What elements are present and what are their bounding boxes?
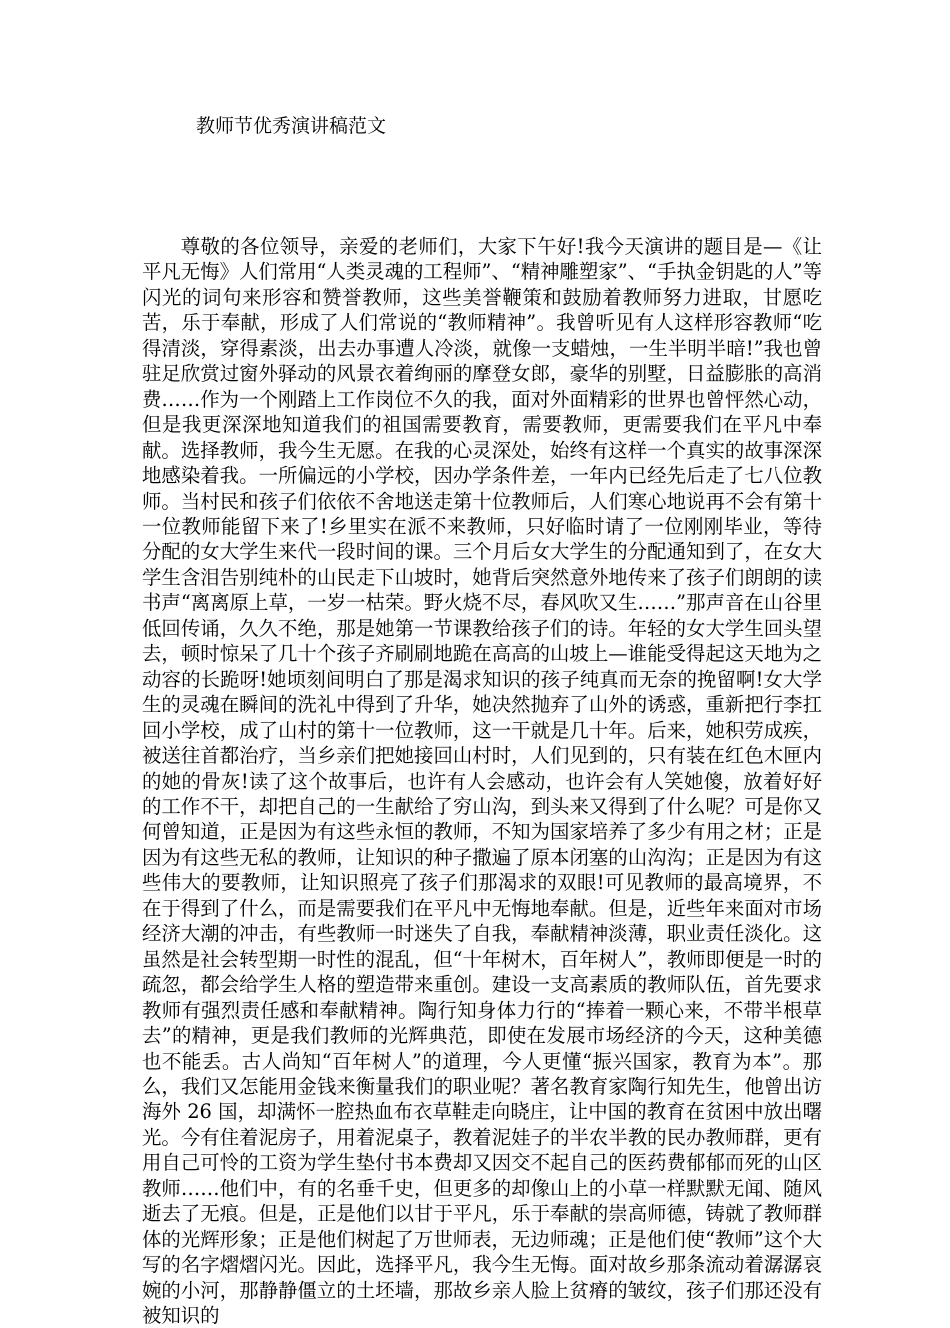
document-title: 教师节优秀演讲稿范文 xyxy=(196,115,387,137)
document-body-paragraph: 尊敬的各位领导，亲爱的老师们，大家下午好!我今天演讲的题目是—《让平凡无悔》人们常用“人类灵魂的工程师”、“精神雕塑家”、“手执金钥匙的人”等闪光的词句来形容和赞誉教师，这些美誉鞭策和鼓励着教师努力进取，甘愿吃苦，乐于奉献，形成了人们常说的“教师精神”。我曾听见有人这样形容教师“吃得清淡，穿得素淡，出去办事遭人冷淡，就像一支蜡烛，一生半明半暗!”我也曾驻足欣赏过窗外驿动的风景衣着绚丽的摩登女郎，豪华的别墅，日益膨胀的高消费……作为一个刚踏上工作岗位不久的我，面对外面精彩的世界也曾怦然心动，但是我更深深地知道我们的祖国需要教育，需要教师，更需要我们在平凡中奉献。选择教师，我今生无愿。在我的心灵深处，始终有这样一个真实的故事深深地感染着我。一所偏远的小学校，因办学条件差，一年内已经先后走了七八位教师。当村民和孩子们依依不舍地送走第十位教师后，人们寒心地说再不会有第十一位教师能留下来了!乡里实在派不来教师，只好临时请了一位刚刚毕业，等待分配的女大学生来代一段时间的课。三个月后女大学生的分配通知到了，在女大学生含泪告别纯朴的山民走下山坡时，她背后突然意外地传来了孩子们朗朗的读书声“离离原上草，一岁一枯荣。野火烧不尽，春风吹又生……”那声音在山谷里低回传诵，久久不绝，那是她第一节课教给孩子们的诗。年轻的女大学生回头望去，顿时惊呆了几十个孩子齐刷刷地跪在高高的山坡上—谁能受得起这天地为之动容的长跪呀!她顷刻间明白了那是渴求知识的孩子纯真而无奈的挽留啊!女大学生的灵魂在瞬间的洗礼中得到了升华，她决然抛弃了山外的诱惑，重新把行李扛回小学校，成了山村的第十一位教师，这一干就是几十年。后来，她积劳成疾，被送往首都治疗，当乡亲们把她接回山村时，人们见到的，只有装在红色木匣内的她的骨灰!读了这个故事后，也许有人会感动，也许会有人笑她傻，放着好好的工作不干，却把自己的一生献给了穷山沟，到头来又得到了什么呢？可是你又何曾知道，正是因为有这些永恒的教师，不知为国家培养了多少有用之材；正是因为有这些无私的教师，让知识的种子撒遍了原本闭塞的山沟沟；正是因为有这些伟大的要教师，让知识照亮了孩子们那渴求的双眼!可见教师的最高境界，不在于得到了什么，而是需要我们在平凡中无悔地奉献。但是，近些年来面对市场经济大潮的冲击，有些教师一时迷失了自我，奉献精神淡薄，职业责任淡化。这虽然是社会转型期一时性的混乱，但“十年树木，百年树人”，教师即便是一时的疏忽，都会给学生人格的塑造带来重创。建设一支高素质的教师队伍，首先要求教师有强烈责任感和奉献精神。陶行知身体力行的“捧着一颗心来，不带半根草去”的精神，更是我们教师的光辉典范，即使在发展市场经济的今天，这种美德也不能丢。古人尚知“百年树人”的道理，今人更懂“振兴国家，教育为本”。那么，我们又怎能用金钱来衡量我们的职业呢？著名教育家陶行知先生，他曾出访海外 26 国，却满怀一腔热血布衣草鞋走向晓庄，让中国的教育在贫困中放出曙光。今有住着泥房子，用着泥桌子，教着泥娃子的半农半教的民办教师群，更有用自己可怜的工资为学生垫付书本费却又因交不起自己的医药费郁郁而死的山区教师……他们中，有的名垂千史，但更多的却像山上的小草一样默默无闻、随风逝去了无痕。但是，正是他们以甘于平凡，乐于奉献的崇高师德，铸就了教师群体的光辉形象；正是他们树起了万世师表，无边师魂；正是他们使“教师”这个大写的名字熠熠闪光。因此，选择平凡，我今生无悔。面对故乡那条流动着潺潺哀婉的小河，那静静僵立的土坯墙，那故乡亲人脸上贫瘠的皱纹，孩子们那还没有被知识的 xyxy=(142,235,822,1328)
